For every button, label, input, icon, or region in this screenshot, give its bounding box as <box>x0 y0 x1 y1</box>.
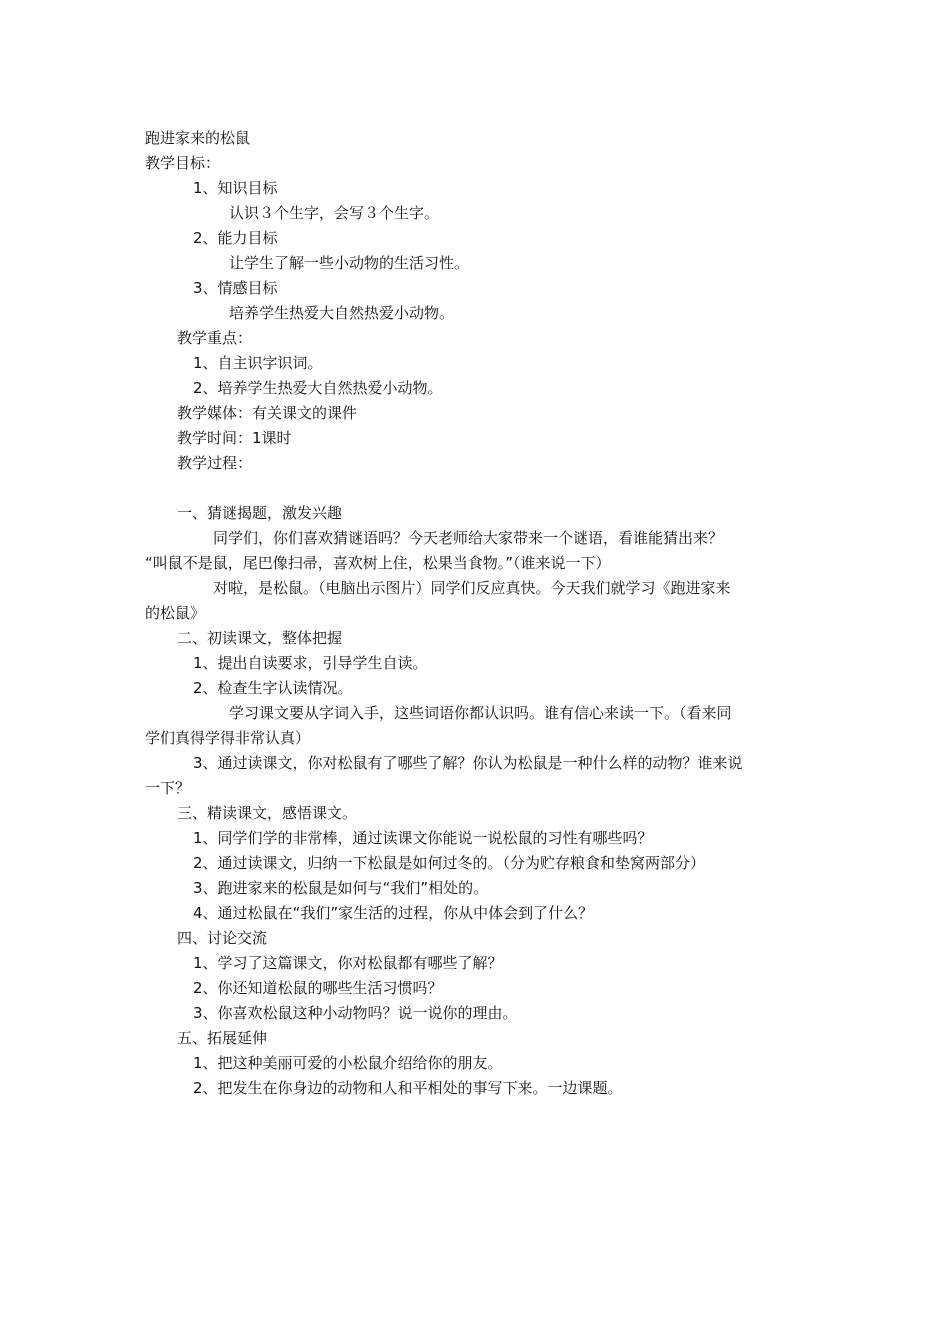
section-2-item-3a: 3、通过读课文，你对松鼠有了哪些了解？你认为松鼠是一种什么样的动物？谁来说 <box>193 754 743 772</box>
section-3-item-1: 1、同学们学的非常棒，通过读课文你能说一说松鼠的习性有哪些吗？ <box>193 829 653 847</box>
section-1-para-2b: 的松鼠》 <box>145 604 206 622</box>
section-1-para-1a: 同学们，你们喜欢猜谜语吗？今天老师给大家带来一个谜语，看谁能猜出来？ <box>213 529 724 547</box>
section-2-para-a: 学习课文要从字词入手，这些词语你都认识吗。谁有信心来读一下。（看来同 <box>229 704 732 722</box>
section-4-heading: 四、讨论交流 <box>177 929 268 947</box>
section-2-item-3b: 一下？ <box>145 779 191 797</box>
section-1-heading: 一、猜谜揭题，激发兴趣 <box>177 504 343 522</box>
process-label: 教学过程： <box>177 454 253 472</box>
section-3-item-3: 3、跑进家来的松鼠是如何与“我们”相处的。 <box>193 879 489 897</box>
section-3-item-4: 4、通过松鼠在“我们”家生活的过程，你从中体会到了什么？ <box>193 904 594 922</box>
objective-3-text: 培养学生热爱大自然热爱小动物。 <box>229 304 455 322</box>
section-2-para-b: 学们真得学得非常认真） <box>145 729 311 747</box>
doc-title: 跑进家来的松鼠 <box>145 129 251 147</box>
objectives-label: 教学目标： <box>145 154 221 172</box>
section-4-item-3: 3、你喜欢松鼠这种小动物吗？说一说你的理由。 <box>193 1004 518 1022</box>
section-1-para-2a: 对啦，是松鼠。（电脑出示图片）同学们反应真快。今天我们就学习《跑进家来 <box>213 579 731 597</box>
section-2-item-1: 1、提出自读要求，引导学生自读。 <box>193 654 428 672</box>
section-5-item-2: 2、把发生在你身边的动物和人和平相处的事写下来。一边课题。 <box>193 1079 623 1097</box>
key-points-label: 教学重点： <box>177 329 253 347</box>
teaching-media: 教学媒体：有关课文的课件 <box>177 404 358 422</box>
section-4-item-1: 1、学习了这篇课文，你对松鼠都有哪些了解？ <box>193 954 503 972</box>
objective-2-label: 2、能力目标 <box>193 229 278 247</box>
section-5-item-1: 1、把这种美丽可爱的小松鼠介绍给你的朋友。 <box>193 1054 503 1072</box>
teaching-time: 教学时间：1课时 <box>177 429 292 447</box>
objective-1-text: 认识３个生字，会写３个生字。 <box>229 204 440 222</box>
section-5-heading: 五、拓展延伸 <box>177 1029 268 1047</box>
section-3-item-2: 2、通过读课文，归纳一下松鼠是如何过冬的。（分为贮存粮食和垫窝两部分） <box>193 854 706 872</box>
section-4-item-2: 2、你还知道松鼠的哪些生活习惯吗？ <box>193 979 443 997</box>
key-point-2: 2、培养学生热爱大自然热爱小动物。 <box>193 379 443 397</box>
key-point-1: 1、自主识字识词。 <box>193 354 323 372</box>
objective-2-text: 让学生了解一些小动物的生活习性。 <box>229 254 470 272</box>
section-2-heading: 二、初读课文，整体把握 <box>177 629 343 647</box>
section-1-para-1b: “叫鼠不是鼠，尾巴像扫帚，喜欢树上住，松果当食物。”（谁来说一下） <box>145 554 611 572</box>
objective-3-label: 3、情感目标 <box>193 279 278 297</box>
section-2-item-2: 2、检查生字认读情况。 <box>193 679 353 697</box>
objective-1-label: 1、知识目标 <box>193 179 278 197</box>
section-3-heading: 三、精读课文，感悟课文。 <box>177 804 358 822</box>
